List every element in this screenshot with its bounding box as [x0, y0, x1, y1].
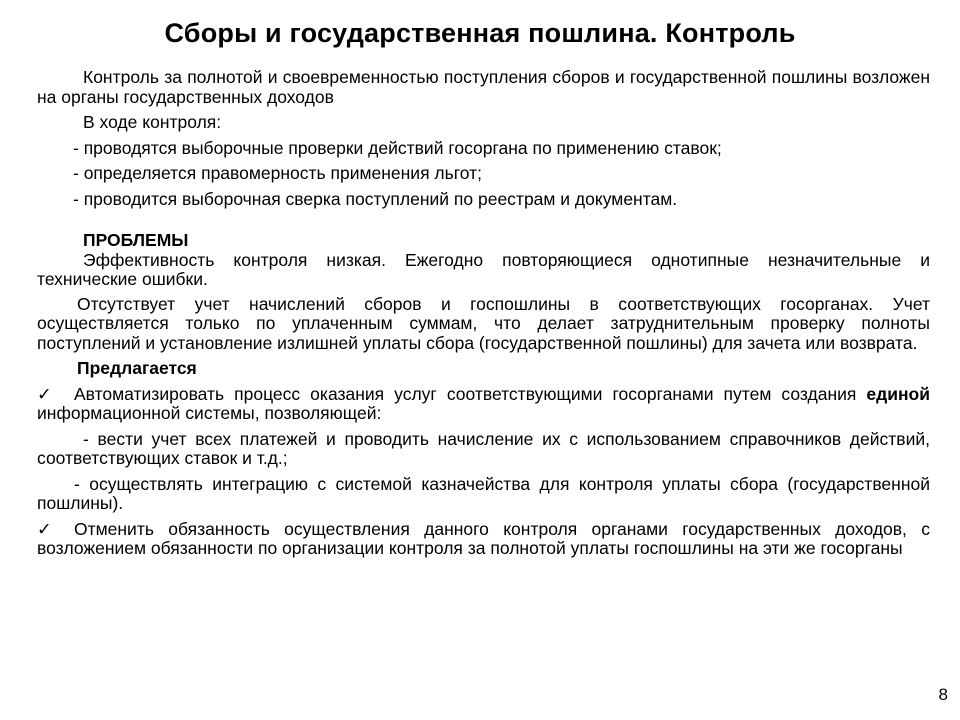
intro-list-item: - проводятся выборочные проверки действий госоргана по применению ставок;: [73, 137, 722, 158]
problems-paragraph: Отсутствует учет начислений сборов и госпошлины в соответствующих госорганах. Учет осуществляется только по уплаченным суммам, что делает затруднительным проверку полноты поступлений и установление излишней уплаты сбора (государственной пошлины) для зачета или возврата.: [37, 293, 930, 353]
proposal-heading: Предлагается: [77, 358, 197, 378]
page-number: 8: [938, 685, 948, 704]
proposal-item-text: информационной системы, позволяющей:: [37, 403, 382, 423]
checkmark-icon: ✓: [37, 383, 52, 404]
checkmark-icon: ✓: [37, 518, 52, 539]
proposal-item-cancel: [37, 520, 930, 559]
proposal-subitem: - вести учет всех платежей и проводить начисление их с использованием справочников действий, соответствующих ставок и т.д.;: [37, 428, 930, 468]
intro-list-item: - определяется правомерность применения льгот;: [73, 163, 482, 183]
proposal-item-emphasis: единой: [866, 383, 930, 404]
problems-paragraph: Эффективность контроля низкая. Ежегодно повторяющиеся однотипные незначительные и технические ошибки.: [37, 249, 930, 289]
slide-title: Сборы и государственная пошлина. Контроль: [164, 18, 796, 48]
intro-list-item: - проводится выборочная сверка поступлений по реестрам и документам.: [73, 188, 678, 209]
proposal-item-text: Автоматизировать процесс оказания услуг соответствующими госорганами путем создания: [74, 383, 867, 404]
proposal-item-automation: [37, 385, 930, 424]
intro-paragraph: Контроль за полнотой и своевременностью поступления сборов и государственной пошлины возложен на органы государственных доходов: [37, 67, 930, 107]
intro-control-label: В ходе контроля:: [83, 112, 222, 132]
proposal-subitem: - осуществлять интеграцию с системой казначейства для контроля уплаты сбора (государственной пошлины).: [37, 473, 930, 513]
proposal-item-text: Отменить обязанность осуществления данного контроля органами государственных доходов, с возложением обязанности по организации контроля за полнотой уплаты госпошлины на эти же госорганы: [37, 518, 930, 558]
problems-heading: ПРОБЛЕМЫ: [83, 230, 189, 250]
slide-body: [37, 68, 930, 559]
